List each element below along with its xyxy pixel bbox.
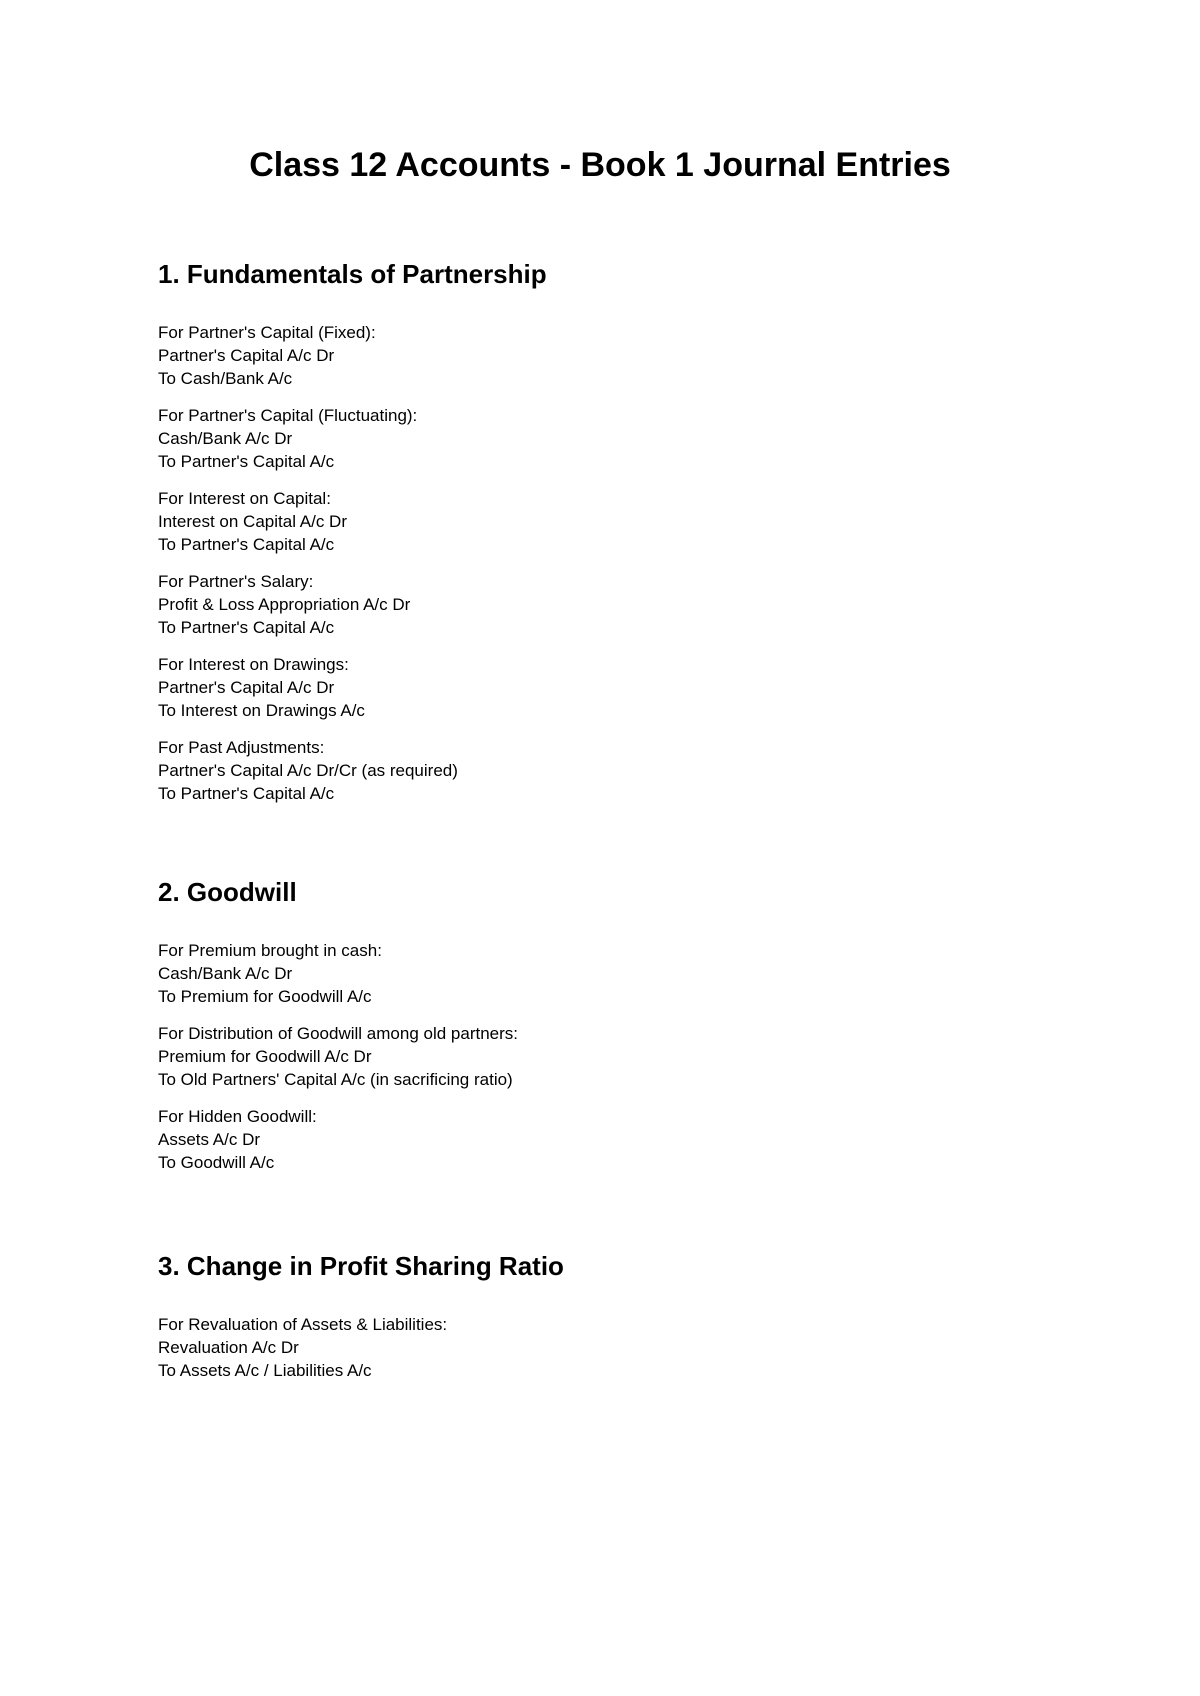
journal-entry [158, 1105, 1058, 1174]
entry-label: For Partner's Capital (Fluctuating): [158, 406, 418, 425]
section-fundamentals [158, 257, 1058, 819]
entry-label: For Partner's Capital (Fixed): [158, 323, 376, 342]
journal-entry [158, 736, 1058, 805]
entry-debit: Cash/Bank A/c Dr [158, 964, 293, 983]
section-heading: 3. Change in Profit Sharing Ratio [158, 1251, 564, 1281]
entry-credit: To Assets A/c / Liabilities A/c [158, 1361, 372, 1380]
journal-entry [158, 1022, 1058, 1091]
entry-label: For Hidden Goodwill: [158, 1107, 317, 1126]
entry-credit: To Goodwill A/c [158, 1153, 275, 1172]
journal-entry [158, 487, 1058, 556]
entry-credit: To Cash/Bank A/c [158, 369, 293, 388]
entry-credit: To Partner's Capital A/c [158, 784, 335, 803]
entry-label: For Premium brought in cash: [158, 941, 382, 960]
journal-entry [158, 570, 1058, 639]
journal-entry [158, 404, 1058, 473]
journal-entry [158, 653, 1058, 722]
entry-credit: To Premium for Goodwill A/c [158, 987, 372, 1006]
entry-credit: To Interest on Drawings A/c [158, 701, 365, 720]
entry-label: For Distribution of Goodwill among old partners: [158, 1024, 518, 1043]
entry-credit: To Partner's Capital A/c [158, 618, 335, 637]
entry-label: For Interest on Drawings: [158, 655, 349, 674]
entry-debit: Partner's Capital A/c Dr [158, 346, 335, 365]
entry-label: For Interest on Capital: [158, 489, 331, 508]
entry-debit: Interest on Capital A/c Dr [158, 512, 347, 531]
entry-label: For Partner's Salary: [158, 572, 314, 591]
journal-entry [158, 321, 1058, 390]
entry-credit: To Old Partners' Capital A/c (in sacrificing ratio) [158, 1070, 513, 1089]
entry-debit: Cash/Bank A/c Dr [158, 429, 293, 448]
section-goodwill [158, 875, 1058, 1188]
entry-label: For Revaluation of Assets & Liabilities: [158, 1315, 448, 1334]
entry-credit: To Partner's Capital A/c [158, 452, 335, 471]
entry-debit: Partner's Capital A/c Dr/Cr (as required) [158, 761, 458, 780]
journal-entry [158, 939, 1058, 1008]
page-title: Class 12 Accounts - Book 1 Journal Entries [249, 146, 951, 184]
section-heading: 2. Goodwill [158, 877, 297, 907]
entry-debit: Profit & Loss Appropriation A/c Dr [158, 595, 411, 614]
entry-credit: To Partner's Capital A/c [158, 535, 335, 554]
entry-debit: Assets A/c Dr [158, 1130, 261, 1149]
entry-label: For Past Adjustments: [158, 738, 325, 757]
section-change-ratio [158, 1249, 1058, 1396]
entry-debit: Revaluation A/c Dr [158, 1338, 299, 1357]
entry-debit: Premium for Goodwill A/c Dr [158, 1047, 372, 1066]
entry-debit: Partner's Capital A/c Dr [158, 678, 335, 697]
journal-entry [158, 1313, 1058, 1382]
section-heading: 1. Fundamentals of Partnership [158, 259, 547, 289]
